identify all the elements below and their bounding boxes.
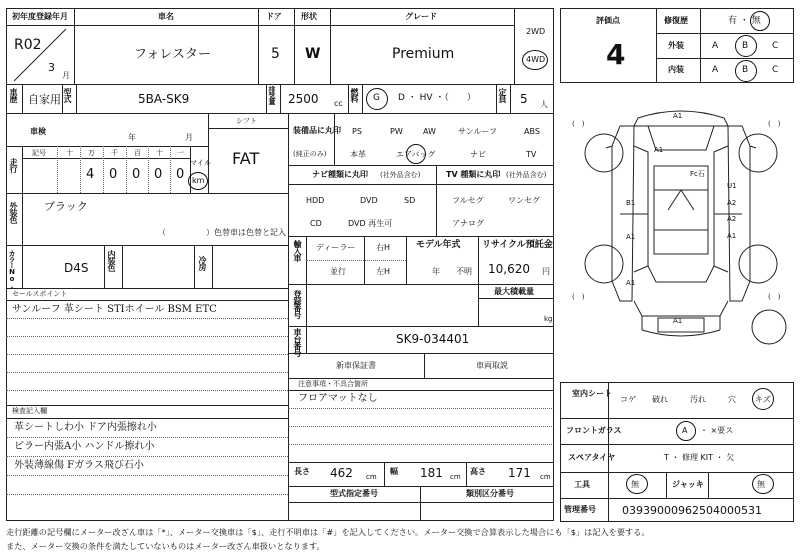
- interior-selected-circle: [735, 60, 757, 82]
- mark-rear-roof: A1: [673, 317, 683, 325]
- drive-4wd: 4WD: [526, 55, 546, 64]
- spare-tire-label: スペアタイヤ: [568, 453, 616, 462]
- navi-hdd: HDD: [306, 196, 325, 205]
- equip-abs: ABS: [524, 127, 540, 136]
- tv-analog: アナログ: [452, 219, 484, 228]
- exterior-color-label: 外装色: [9, 202, 18, 223]
- mileage-label: 走行: [9, 158, 18, 172]
- mileage-digit-2: 4: [86, 167, 95, 182]
- place-label-5: 十: [156, 149, 163, 157]
- int-grade-a: A: [712, 65, 719, 75]
- equip-aw: AW: [423, 127, 436, 136]
- model-code-label: 型式: [63, 88, 72, 102]
- tools-label: 工具: [574, 480, 590, 489]
- equip-sunroof: サンルーフ: [458, 127, 497, 136]
- mark-hood-left: A1: [654, 146, 664, 154]
- score-value: 4: [606, 38, 626, 71]
- width-value: 181: [420, 466, 443, 480]
- type-designation-label: 型式指定番号: [330, 489, 378, 498]
- navi-sd: SD: [404, 196, 416, 205]
- inspector-label: 検査記入欄: [12, 407, 47, 415]
- inspector-line-3: 外装薄線傷 Fガラス飛び石小: [14, 460, 144, 471]
- equipment-label: 装備品に丸印: [293, 126, 341, 135]
- inspector-line-1: 革シートしわ小 ドア内張擦れ小: [14, 422, 157, 433]
- usage-value: 自家用: [28, 93, 61, 106]
- mileage-digit-4: 0: [132, 167, 141, 182]
- equipment-sub: (純正のみ): [293, 150, 327, 158]
- color-no: D4S: [64, 261, 89, 275]
- warranty-book: 新車保証書: [336, 361, 376, 370]
- seat-hole: 穴: [728, 395, 736, 404]
- height-value: 171: [508, 466, 531, 480]
- repair-options: 有 ・ 無: [728, 16, 761, 26]
- mark-left-rear: A1: [626, 233, 636, 241]
- bracket-fr: ( ): [768, 120, 781, 128]
- symbol-label: 記号: [32, 149, 46, 157]
- jack-value: 無: [757, 480, 765, 489]
- cc-unit: cc: [334, 99, 343, 108]
- reg-month: 3: [48, 61, 55, 74]
- seat-label: 室内シート: [572, 389, 612, 398]
- shaken-year-unit: 年: [128, 133, 136, 142]
- model-name: フォレスター: [134, 47, 211, 62]
- dealer: ディーラー: [316, 243, 356, 252]
- fuel-options: D ・ HV ・（ ）: [398, 93, 476, 103]
- windshield-options: ・ ×要ス: [700, 426, 734, 435]
- parallel: 並行: [330, 267, 346, 276]
- windshield-label: フロントガラス: [566, 426, 622, 435]
- mark-left-front: B1: [626, 199, 636, 207]
- navi-label: ナビ種類に丸印: [312, 170, 368, 179]
- mgmt-number: 03939000962504000531: [622, 504, 762, 517]
- place-label-6: 一: [177, 149, 184, 157]
- place-label-2: 万: [88, 149, 95, 157]
- notes-label: 注意事項・不具合箇所: [298, 380, 368, 388]
- mgmt-number-label: 管理番号: [564, 505, 596, 514]
- capacity: 5: [520, 92, 528, 106]
- model-year-label: モデル年式: [416, 240, 461, 250]
- capacity-unit: 人: [540, 100, 548, 109]
- tv-label: TV 種類に丸印: [446, 170, 501, 179]
- displacement: 2500: [288, 92, 319, 106]
- yen-unit: 円: [542, 267, 550, 276]
- car-damage-diagram: [560, 86, 794, 378]
- sales-points-label: セールスポイント: [12, 290, 68, 298]
- exterior-selected-circle: [735, 35, 757, 57]
- fuel-g: G: [373, 93, 380, 103]
- mileage-digit-6: 0: [176, 167, 185, 182]
- shaken-month-unit: 月: [185, 133, 193, 142]
- equip-leather: 本革: [350, 150, 366, 159]
- category-number-label: 類別区分番号: [466, 489, 514, 498]
- windshield-a: A: [682, 426, 688, 435]
- km-label: km: [192, 176, 205, 185]
- seat-stain: 汚れ: [690, 395, 706, 404]
- height-label: 高さ: [470, 467, 486, 476]
- equip-tv: TV: [526, 150, 537, 159]
- mileage-digit-3: 0: [109, 167, 118, 182]
- equip-airbag: エアバッグ: [396, 150, 436, 159]
- shift-label: シフト: [236, 117, 257, 125]
- bracket-fl: ( ): [572, 120, 585, 128]
- sales-points-text: サンルーフ 革シート STIホイール BSM ETC: [12, 304, 217, 315]
- repair-label: 修復歴: [664, 16, 688, 25]
- capacity-label: 定員: [498, 88, 507, 102]
- navi-sub: (社外品含む): [380, 171, 421, 179]
- mileage-digit-5: 0: [154, 167, 163, 182]
- reg-number-label: 登録番号: [293, 290, 302, 318]
- era-year: R02: [14, 37, 42, 53]
- ext-grade-b: B: [742, 41, 749, 51]
- bracket-rr: ( ): [768, 293, 781, 301]
- ac-label: 冷房: [198, 256, 207, 270]
- int-grade-b: B: [742, 65, 749, 75]
- grade-label: グレード: [405, 12, 437, 21]
- jack-label: ジャッキ: [672, 480, 704, 489]
- width-label: 幅: [390, 467, 398, 476]
- equip-ps: PS: [352, 127, 362, 136]
- mark-front-roof: A1: [673, 112, 683, 120]
- color-note: （ ）色替車は色替と記入: [158, 228, 286, 237]
- navi-cd: CD: [310, 219, 322, 228]
- fuel-label: 燃料: [350, 88, 359, 102]
- tv-sub: (社外品含む): [506, 171, 547, 179]
- spare-tire-options: T ・ 修理 KIT ・ 欠: [664, 453, 735, 462]
- model-year-year: 年: [432, 267, 440, 276]
- tools-value: 無: [631, 480, 639, 489]
- reg-year-label: 初年度登録年月: [12, 12, 68, 21]
- int-grade-c: C: [772, 65, 779, 75]
- equip-navi: ナビ: [470, 150, 486, 159]
- exterior-color: ブラック: [44, 200, 88, 213]
- max-load-label: 最大積載量: [494, 287, 534, 296]
- height-unit: cm: [540, 473, 551, 481]
- ext-grade-c: C: [772, 41, 779, 51]
- navi-dvd: DVD: [360, 196, 378, 205]
- place-label-3: 千: [111, 149, 118, 157]
- footer-line-1: 走行距離の記号欄にメーター改ざん車は「*」、メーター交換車は「$」、走行不明車は「#」を記入してください。メーター交換で合算表示した場合にも「$」は記入を要する。: [6, 527, 650, 537]
- recycle-amount: 10,620: [488, 262, 530, 276]
- shift-value: FAT: [232, 149, 260, 168]
- kg-unit: kg: [544, 315, 553, 323]
- bracket-rl: ( ): [572, 293, 585, 301]
- model-year-unknown: 不明: [456, 267, 472, 276]
- month-unit: 月: [62, 71, 70, 80]
- doors-value: 5: [271, 46, 280, 62]
- mile-label: マイル: [190, 159, 211, 167]
- interior-color-label: 内装色: [107, 250, 116, 271]
- inspector-line-2: ピラー内張A小 ハンドル擦れ小: [14, 441, 155, 452]
- left-h: 左H: [376, 267, 391, 276]
- right-h: 右H: [376, 243, 391, 252]
- displacement-label: 排気量: [268, 86, 276, 104]
- mark-right-stone: Fc石: [690, 170, 705, 178]
- navi-dvd-play: DVD 再生可: [348, 219, 393, 228]
- interior-label: 内装: [668, 65, 684, 74]
- ext-grade-a: A: [712, 41, 719, 51]
- repair-none-circle: [750, 11, 770, 31]
- usage-label: 車歴: [9, 88, 18, 102]
- mark-right-a2-1: A2: [727, 199, 737, 207]
- chassis-number: SK9-034401: [396, 332, 470, 346]
- place-label-1: 十: [66, 149, 73, 157]
- score-label: 評価点: [596, 16, 620, 25]
- mark-bottom-left: A1: [626, 279, 636, 287]
- model-name-label: 車名: [158, 12, 174, 21]
- tv-oneseg: ワンセグ: [508, 196, 540, 205]
- length-label: 長さ: [294, 467, 310, 476]
- import-label: 輸入車: [293, 240, 302, 261]
- equip-pw: PW: [390, 127, 403, 136]
- grade-value: Premium: [392, 46, 455, 62]
- color-no-label: カラーNo.: [8, 250, 16, 289]
- seat-scratch: キズ: [755, 395, 771, 404]
- model-code: 5BA-SK9: [138, 92, 190, 106]
- doors-label: ドア: [266, 12, 282, 21]
- mark-right-u: U1: [727, 182, 737, 190]
- shaken-label: 車検: [30, 127, 46, 136]
- seat-tear: 破れ: [652, 395, 668, 404]
- place-label-4: 百: [134, 149, 141, 157]
- length-unit: cm: [366, 473, 377, 481]
- shape-value: W: [305, 46, 321, 62]
- chassis-label: 車台番号: [293, 328, 302, 356]
- drive-2wd: 2WD: [526, 27, 546, 36]
- mark-right-a1: A1: [727, 232, 737, 240]
- width-unit: cm: [450, 473, 461, 481]
- notes-text: フロアマットなし: [298, 393, 378, 404]
- owner-manual: 車両取説: [476, 361, 508, 370]
- tv-fullseg: フルセグ: [452, 196, 484, 205]
- exterior-label: 外装: [668, 41, 684, 50]
- shape-label: 形状: [301, 12, 317, 21]
- footer-line-2: また、メーター交換の条件を満たしていないものはメーター改ざん車扱いとなります。: [6, 541, 325, 551]
- seat-burn: コゲ: [620, 395, 636, 404]
- length-value: 462: [330, 466, 353, 480]
- mark-right-a2-2: A2: [727, 215, 737, 223]
- recycle-label: リサイクル預託金: [482, 240, 553, 250]
